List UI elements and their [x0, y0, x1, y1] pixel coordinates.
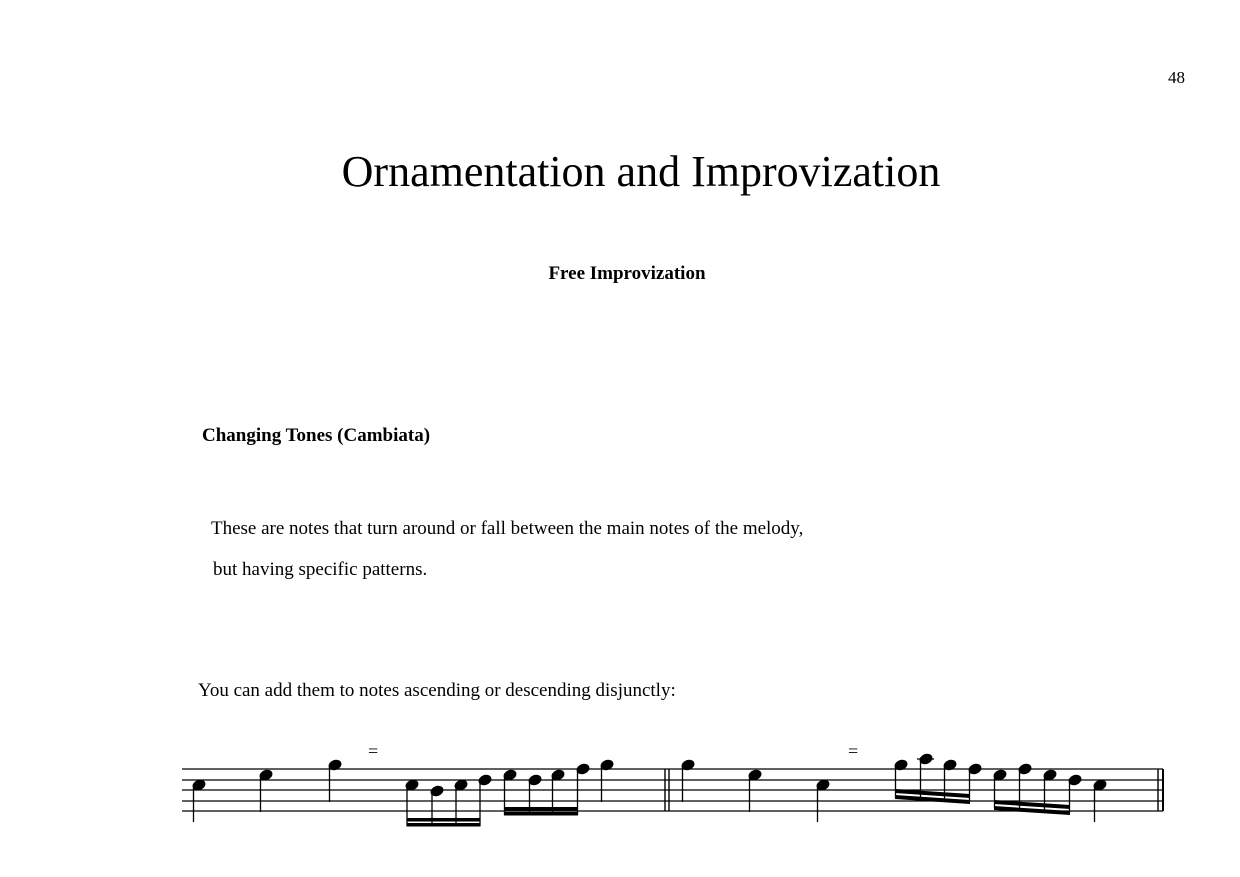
sixteenth-run-4 [993, 763, 1082, 815]
intro-text: You can add them to notes ascending or descending disjunctly: [198, 680, 676, 701]
page-title: Ornamentation and Improvization [341, 147, 941, 196]
equals-mark-1: = [368, 741, 379, 761]
note-c-final [1093, 779, 1107, 822]
paragraph-line-1: These are notes that turn around or fall between the main notes of the melody, [211, 518, 804, 539]
sixteenth-run-3 [894, 753, 982, 804]
sixteenth-run-1 [405, 774, 492, 827]
paragraph-line-2: but having specific patterns. [213, 559, 428, 580]
subtitle: Free Improvization [548, 263, 706, 284]
section-heading: Changing Tones (Cambiata) [202, 425, 431, 446]
page-number: 48 [1168, 68, 1185, 87]
equals-mark-2: = [848, 741, 859, 761]
sixteenth-run-2 [503, 763, 590, 816]
